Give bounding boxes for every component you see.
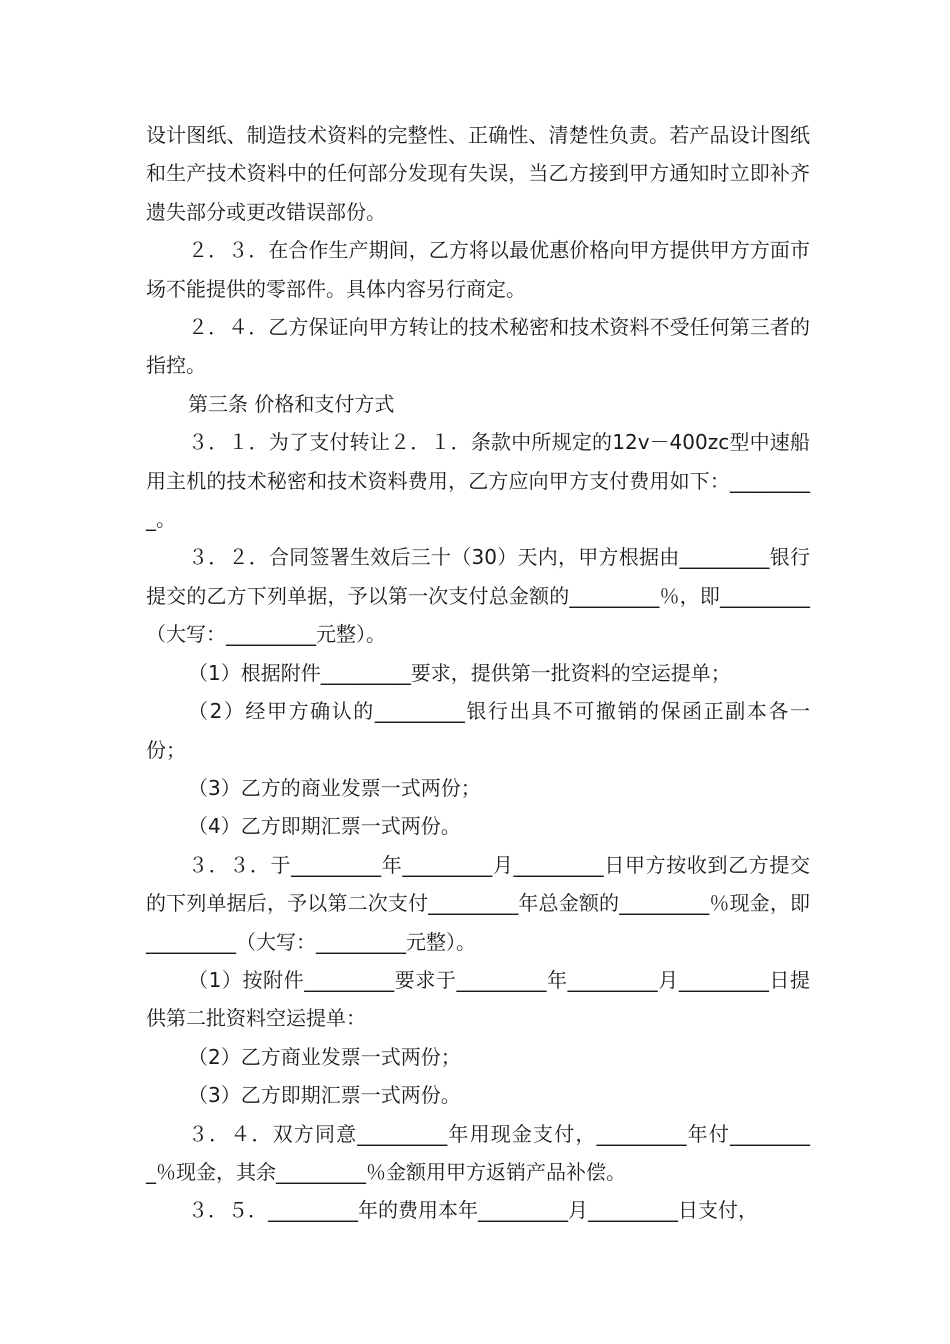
list-item-3-3-3: （3）乙方即期汇票一式两份。 [188,1083,461,1108]
list-item-3-2-3: （3）乙方的商业发票一式两份； [188,775,481,800]
paragraph-clause-3-3: ３．３．于_________年_________月_________日甲方按收到乙方提交的下列单据后，予以第二次支付_________年总金额的_________％现金，即_________（大写：_________元整）。 [146,852,810,954]
paragraph-clause-3-1: ３．１．为了支付转让２．１．条款中所规定的12v－400zc型中速船用主机的技术秘密和技术资料费用，乙方应向甲方支付费用如下：_________。 [146,430,810,532]
list-item-3-3-2: （2）乙方商业发票一式两份； [188,1044,461,1069]
list-item-3-2-2: （2）经甲方确认的_________银行出具不可撤销的保函正副本各一份； [146,699,810,762]
list-item-3-2-1: （1）根据附件_________要求，提供第一批资料的空运提单； [188,660,731,685]
document-body [146,116,810,1230]
paragraph-clause-2-4: ２．４．乙方保证向甲方转让的技术秘密和技术资料不受任何第三者的指控。 [146,315,810,378]
section-heading-article-3: 第三条 价格和支付方式 [188,391,395,416]
paragraph-clause-3-4: ３．４．双方同意_________年用现金支付，_________年付_________％现金，其余_________％金额用甲方返销产品补偿。 [146,1121,810,1184]
list-item-3-2-4: （4）乙方即期汇票一式两份。 [188,814,461,839]
paragraph-design-drawings: 设计图纸、制造技术资料的完整性、正确性、清楚性负责。若产品设计图纸和生产技术资料中的任何部分发现有失误，当乙方接到甲方通知时立即补齐遗失部分或更改错误部份。 [146,123,810,224]
list-item-3-3-1: （1）按附件_________要求于_________年_________月_________日提供第二批资料空运提单： [146,967,810,1031]
paragraph-clause-2-3: ２．３．在合作生产期间，乙方将以最优惠价格向甲方提供甲方方面市场不能提供的零部件。具体内容另行商定。 [146,238,810,301]
paragraph-clause-3-2: ３．２．合同签署生效后三十（30）天内，甲方根据由_________银行提交的乙方下列单据，予以第一次支付总金额的_________％，即_________（大写：_________元整）。 [146,545,810,647]
paragraph-clause-3-5: ３．５．_________年的费用本年_________月_________日支付， [188,1198,758,1223]
